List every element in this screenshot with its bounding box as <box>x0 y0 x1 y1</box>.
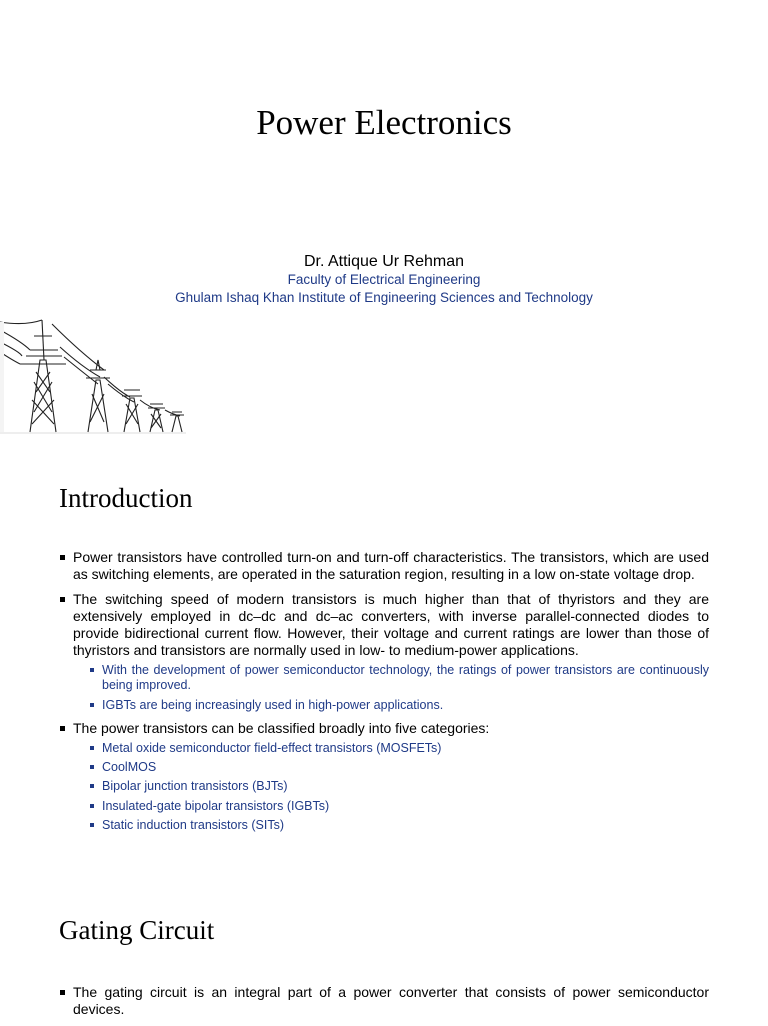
bullet-item <box>58 549 709 584</box>
square-bullet-icon <box>90 746 94 750</box>
square-bullet-icon <box>60 597 65 602</box>
sub-bullet-item <box>73 818 709 834</box>
bullet-text: Power transistors have controlled turn-on and turn-off characteristics. The transistors, which are used as switching elements, are operated in the saturation region, resulting in a low on-state voltage drop. <box>73 549 709 583</box>
gating-bullet-list <box>58 984 709 1026</box>
sub-bullet-item <box>73 760 709 776</box>
sub-bullet-text: CoolMOS <box>102 759 157 774</box>
sub-bullet-item <box>73 779 709 795</box>
sub-bullet-item <box>73 663 709 694</box>
sub-bullet-text: Bipolar junction transistors (BJTs) <box>102 779 288 794</box>
square-bullet-icon <box>90 823 94 827</box>
square-bullet-icon <box>60 555 65 560</box>
sub-bullet-list <box>73 741 709 834</box>
bullet-item <box>58 720 709 833</box>
square-bullet-icon <box>90 703 94 707</box>
square-bullet-icon <box>90 765 94 769</box>
transmission-towers-image <box>0 312 200 436</box>
author-name: Dr. Attique Ur Rehman <box>303 253 465 270</box>
square-bullet-icon <box>90 668 94 672</box>
introduction-bullet-list <box>58 549 709 841</box>
sub-bullet-text: IGBTs are being increasingly used in high-power applications. <box>102 697 444 712</box>
sub-bullet-text: Static induction transistors (SITs) <box>102 818 285 833</box>
section-heading-introduction: Introduction <box>59 483 193 513</box>
sub-bullet-item <box>73 799 709 815</box>
slide-title: Power Electronics <box>256 103 512 142</box>
sub-bullet-text: With the development of power semiconductor technology, the ratings of power transistors are continuously being improved. <box>102 662 709 693</box>
sub-bullet-text: Insulated-gate bipolar transistors (IGBTs) <box>102 798 330 813</box>
affiliation-institute: Ghulam Ishaq Khan Institute of Engineering Sciences and Technology <box>175 290 593 305</box>
affiliation-faculty: Faculty of Electrical Engineering <box>287 272 481 287</box>
square-bullet-icon <box>60 726 65 731</box>
bullet-item <box>58 984 709 1019</box>
bullet-text: The switching speed of modern transistors is much higher than that of thyristors and they are extensively employed in dc–dc and dc–ac converters, with inverse parallel-connected diodes to provide bidirectional current flow. However, their voltage and current ratings are lower than those of thyristors and transistors are normally used in low- to medium-power applications. <box>73 590 709 659</box>
sub-bullet-text: Metal oxide semiconductor field-effect transistors (MOSFETs) <box>102 740 442 755</box>
square-bullet-icon <box>60 990 65 995</box>
sub-bullet-item <box>73 698 709 714</box>
section-heading-gating-circuit: Gating Circuit <box>59 915 215 945</box>
bullet-item <box>58 591 709 714</box>
square-bullet-icon <box>90 804 94 808</box>
bullet-text: The power transistors can be classified broadly into five categories: <box>73 720 490 737</box>
square-bullet-icon <box>90 784 94 788</box>
bullet-text: The gating circuit is an integral part of a power converter that consists of power semiconductor devices. <box>73 984 709 1018</box>
sub-bullet-item <box>73 741 709 757</box>
sub-bullet-list <box>73 663 709 714</box>
